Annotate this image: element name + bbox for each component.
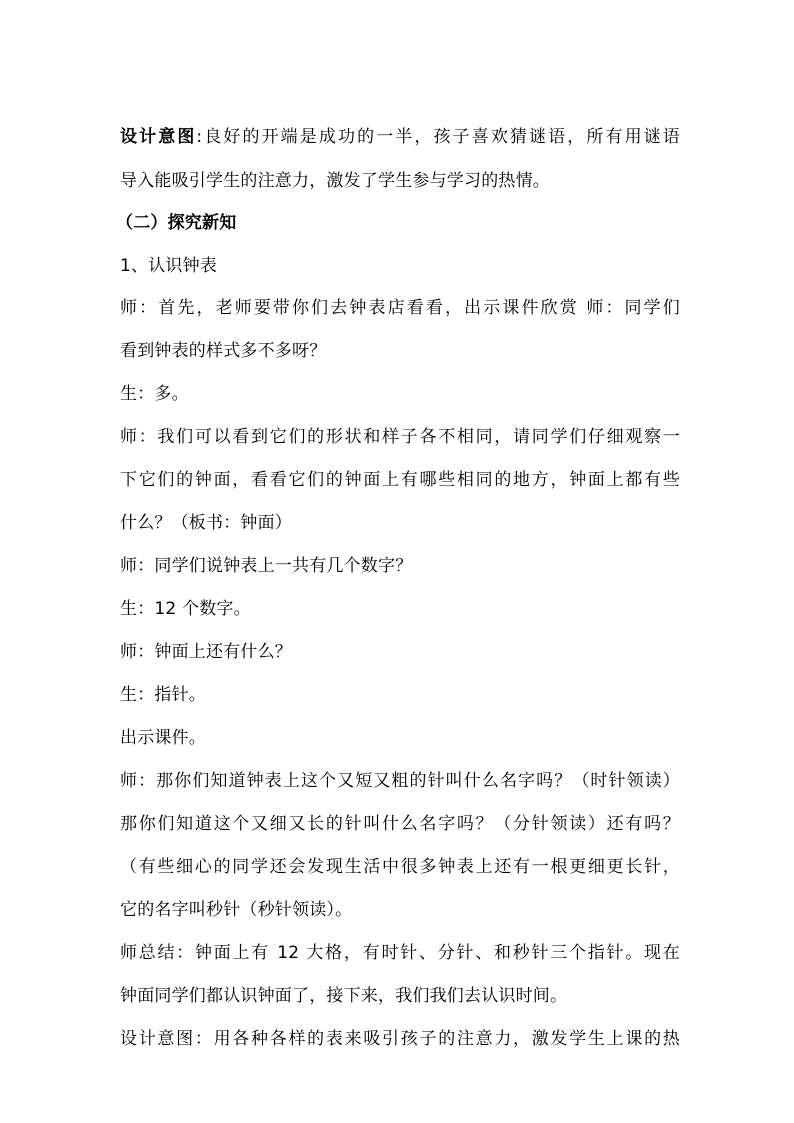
dialog-line: 出示课件。 xyxy=(120,728,206,748)
dialog-line: 生：指针。 xyxy=(120,685,206,705)
dialog-line: 生：12 个数字。 xyxy=(120,599,251,619)
design-intent-label: 设计意图 xyxy=(120,127,197,147)
dialog-line: 设计意图：用各种各样的表来吸引孩子的注意力，激发学生上课的热 xyxy=(120,1029,680,1049)
dialog-line: 那你们知道这个又细又长的针叫什么名字吗？（分针领读）还有吗？ xyxy=(120,814,680,834)
dialog-line: 师：那你们知道钟表上这个又短又粗的针叫什么名字吗？（时针领读） xyxy=(120,771,680,791)
dialog-line: 师：首先，老师要带你们去钟表店看看，出示课件欣赏 师：同学们 xyxy=(120,298,680,318)
dialog-line: 生：多。 xyxy=(120,384,189,404)
dialog-line: 看到钟表的样式多不多呀？ xyxy=(120,341,327,361)
design-intent-text: :良好的开端是成功的一半，孩子喜欢猜谜语，所有用谜语 xyxy=(196,127,680,147)
dialog-line: 下它们的钟面，看看它们的钟面上有哪些相同的地方，钟面上都有些 xyxy=(120,470,680,490)
dialog-line: 它的名字叫秒针（秒针领读）。 xyxy=(120,900,353,920)
dialog-line: 师：我们可以看到它们的形状和样子各不相同，请同学们仔细观察一 xyxy=(120,427,680,447)
dialog-line: 什么？（板书：钟面） xyxy=(120,513,292,533)
design-intent-line-2: 导入能吸引学生的注意力，激发了学生参与学习的热情。 xyxy=(120,171,550,191)
dialog-line: 师：钟面上还有什么？ xyxy=(120,642,292,662)
dialog-line: （有些细心的同学还会发现生活中很多钟表上还有一根更细更长针， xyxy=(120,857,680,877)
design-intent-line-1 xyxy=(120,126,680,148)
dialog-line: 师：同学们说钟表上一共有几个数字？ xyxy=(120,556,413,576)
dialog-line: 师总结：钟面上有 12 大格，有时针、分针、和秒针三个指针。现在 xyxy=(120,943,680,963)
dialog-line: 钟面同学们都认识钟面了，接下来，我们我们去认识时间。 xyxy=(120,986,568,1006)
section-heading: （二）探究新知 xyxy=(116,213,237,233)
subheading: 1、认识钟表 xyxy=(120,256,218,276)
